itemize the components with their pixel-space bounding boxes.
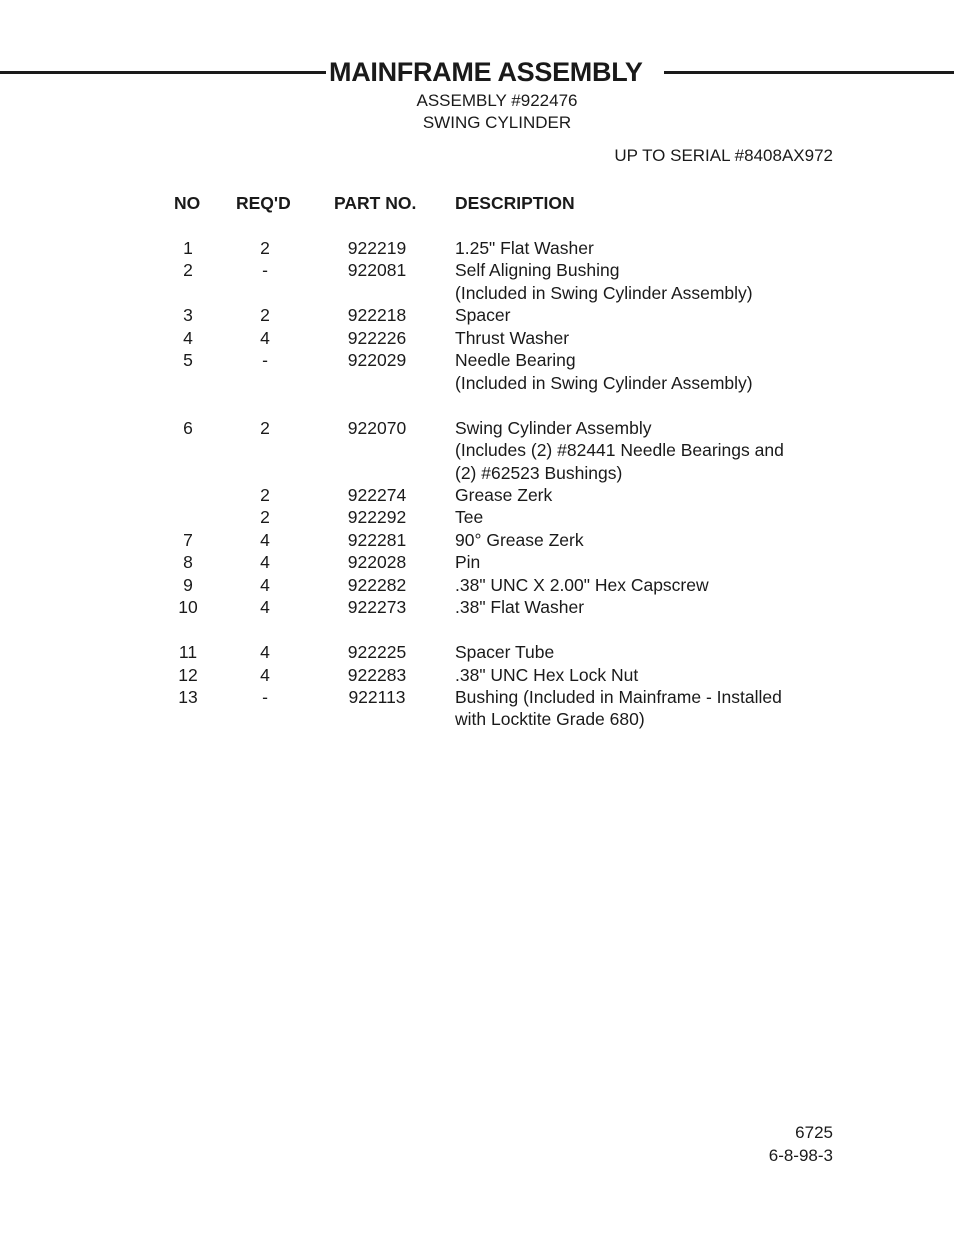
- part-number: 922029: [347, 350, 407, 371]
- item-number: 6: [183, 417, 193, 438]
- part-number: 922283: [347, 664, 407, 685]
- part-number: 922273: [347, 597, 407, 618]
- table-row: [0, 282, 954, 305]
- date-code: 6-8-98-3: [768, 1146, 833, 1165]
- table-row: [0, 394, 954, 417]
- part-description: Spacer: [455, 305, 511, 326]
- page-title: MAINFRAME ASSEMBLY: [329, 57, 643, 87]
- part-description: Thrust Washer: [455, 327, 570, 348]
- part-number: 922226: [347, 327, 407, 348]
- item-number: 5: [183, 350, 193, 371]
- part-description: .38" UNC X 2.00" Hex Capscrew: [455, 574, 709, 595]
- assembly-subtitle: SWING CYLINDER: [422, 113, 572, 132]
- item-number: 8: [183, 552, 193, 573]
- table-row: [0, 484, 954, 507]
- title-rule-left: [0, 71, 326, 74]
- table-row: [0, 349, 954, 372]
- serial-range: UP TO SERIAL #8408AX972: [614, 146, 833, 165]
- part-description: Needle Bearing: [455, 350, 576, 371]
- table-row: [0, 372, 954, 395]
- title-row: [0, 55, 954, 89]
- quantity-required: 4: [260, 597, 270, 618]
- part-number: 922028: [347, 552, 407, 573]
- part-description: .38" UNC Hex Lock Nut: [455, 664, 639, 685]
- part-number: 922225: [347, 642, 407, 663]
- table-row: [0, 574, 954, 597]
- table-row: [0, 506, 954, 529]
- table-row: [0, 664, 954, 687]
- part-number: 922081: [347, 260, 407, 281]
- quantity-required: -: [262, 687, 268, 707]
- quantity-required: 4: [260, 529, 270, 550]
- quantity-required: 4: [260, 327, 270, 348]
- quantity-required: 4: [260, 664, 270, 685]
- part-description: (Included in Swing Cylinder Assembly): [455, 372, 753, 393]
- column-header-reqd: REQ'D: [236, 193, 291, 213]
- item-number: 7: [183, 529, 193, 550]
- table-row: [0, 327, 954, 350]
- quantity-required: 2: [260, 484, 270, 505]
- part-number: 922282: [347, 574, 407, 595]
- table-row: [0, 462, 954, 485]
- part-description: 90° Grease Zerk: [455, 529, 584, 550]
- part-number: 922281: [347, 529, 407, 550]
- title-rule-right: [664, 71, 954, 74]
- item-number: 9: [183, 574, 193, 595]
- item-number: 11: [178, 642, 198, 663]
- table-row: [0, 304, 954, 327]
- part-description: Swing Cylinder Assembly: [455, 417, 652, 438]
- table-row: [0, 417, 954, 440]
- part-description: Bushing (Included in Mainframe - Installed: [455, 687, 782, 707]
- page-code: 6725: [795, 1123, 833, 1142]
- column-header-part-no: PART NO.: [334, 193, 417, 213]
- part-description: Grease Zerk: [455, 484, 553, 505]
- quantity-required: 4: [260, 574, 270, 595]
- part-number: 922292: [347, 507, 407, 528]
- quantity-required: 2: [260, 507, 270, 528]
- item-number: 4: [183, 327, 193, 348]
- quantity-required: 4: [260, 642, 270, 663]
- table-row: [0, 686, 954, 709]
- part-number: 922274: [347, 484, 407, 505]
- part-description: Tee: [455, 507, 484, 528]
- table-row: [0, 237, 954, 260]
- item-number: 13: [178, 687, 198, 707]
- quantity-required: 2: [260, 238, 270, 258]
- table-row: [0, 529, 954, 552]
- table-row: [0, 708, 954, 731]
- item-number: 2: [183, 260, 193, 281]
- table-row: [0, 259, 954, 282]
- part-description: with Locktite Grade 680): [455, 709, 645, 730]
- part-description: Self Aligning Bushing: [455, 260, 620, 281]
- table-row: [0, 641, 954, 664]
- part-description: (Includes (2) #82441 Needle Bearings and: [455, 440, 784, 461]
- part-number: 922070: [347, 417, 407, 438]
- part-description: Pin: [455, 552, 481, 573]
- table-row: [0, 619, 954, 642]
- column-header-description: DESCRIPTION: [455, 193, 575, 213]
- part-description: Spacer Tube: [455, 642, 555, 663]
- item-number: 3: [183, 305, 193, 326]
- column-header-no: NO: [174, 193, 201, 213]
- item-number: 12: [178, 664, 198, 685]
- assembly-number: ASSEMBLY #922476: [416, 91, 578, 110]
- quantity-required: 2: [260, 417, 270, 438]
- table-row: [0, 596, 954, 619]
- part-number: 922219: [347, 238, 407, 258]
- part-number: 922218: [347, 305, 407, 326]
- part-number: 922113: [348, 687, 406, 707]
- part-description: .38" Flat Washer: [455, 597, 585, 618]
- part-description: (Included in Swing Cylinder Assembly): [455, 282, 753, 303]
- item-number: 1: [183, 238, 193, 258]
- part-description: (2) #62523 Bushings): [455, 462, 623, 483]
- quantity-required: -: [262, 350, 268, 371]
- part-description: 1.25" Flat Washer: [455, 238, 594, 258]
- quantity-required: 2: [260, 305, 270, 326]
- quantity-required: 4: [260, 552, 270, 573]
- table-row: [0, 439, 954, 462]
- table-row: [0, 551, 954, 574]
- item-number: 10: [178, 597, 198, 618]
- quantity-required: -: [262, 260, 268, 281]
